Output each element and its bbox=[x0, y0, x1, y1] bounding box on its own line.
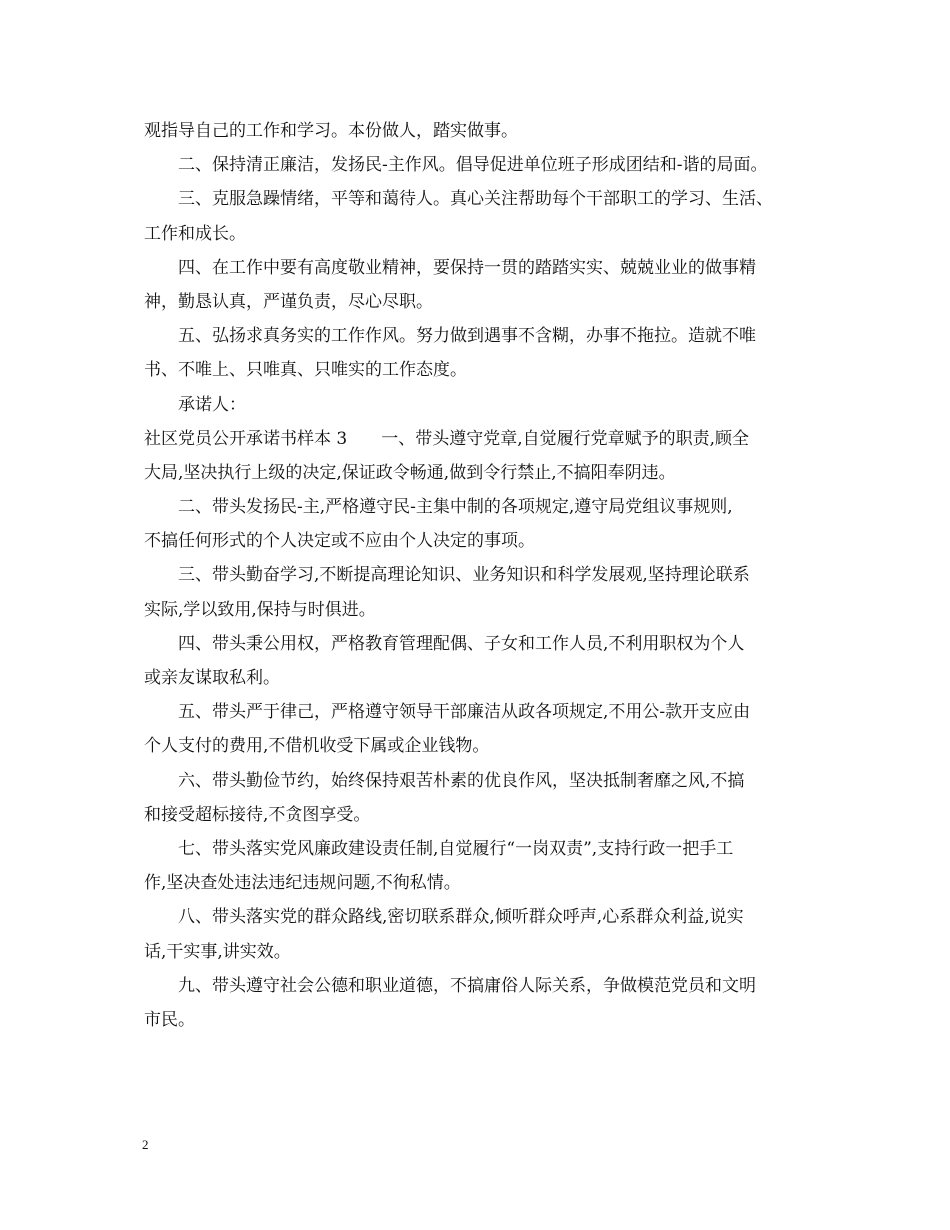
page-number: 2 bbox=[142, 1137, 149, 1152]
paragraph-line: 八、带头落实党的群众路线,密切联系群众,倾听群众呼声,心系群众利益,说实 bbox=[178, 907, 744, 928]
text-line: 神，勤恳认真，严谨负责，尽心尽职。 bbox=[144, 291, 433, 312]
paragraph-line: 六、带头勤俭节约，始终保持艰苦朴素的优良作风，坚决抵制奢靡之风,不搞 bbox=[178, 770, 745, 791]
text-line: 或亲友谋取私利。 bbox=[144, 668, 280, 688]
text-line: 作,坚决查处违法违纪违规问题,不徇私情。 bbox=[144, 873, 461, 894]
text-line: 书、不唯上、只唯真、只唯实的工作态度。 bbox=[144, 360, 467, 381]
signature-label: 承诺人： bbox=[178, 394, 246, 415]
paragraph-line: 二、带头发扬民-主,严格遵守民-主集中制的各项规定,遵守局党组议事规则, bbox=[178, 497, 733, 518]
paragraph-line: 五、弘扬求真务实的工作作风。努力做到遇事不含糊，办事不拖拉。造就不唯 bbox=[178, 326, 756, 347]
text-line: 大局,坚决执行上级的决定,保证政令畅通,做到令行禁止,不搞阳奉阴违。 bbox=[144, 462, 676, 483]
paragraph-line: 三、克服急躁情绪，平等和蔼待人。真心关注帮助每个干部职工的学习、生活、 bbox=[178, 189, 773, 210]
text-line: 话,干实事,讲实效。 bbox=[144, 941, 291, 962]
text-line: 和接受超标接待,不贪图享受。 bbox=[144, 804, 371, 825]
paragraph-line: 五、带头严于律己，严格遵守领导干部廉洁从政各项规定,不用公-款开支应由 bbox=[178, 702, 751, 723]
text-line: 一、带头遵守党章,自觉履行党章赋予的职责,顾全 bbox=[381, 428, 750, 449]
text-line: 个人支付的费用,不借机收受下属或企业钱物。 bbox=[144, 736, 490, 757]
paragraph-line: 四、带头秉公用权，严格教育管理配偶、子女和工作人员,不利用职权为个人 bbox=[178, 633, 745, 654]
text-line: 工作和成长。 bbox=[144, 223, 246, 244]
paragraph-line: 三、带头勤奋学习,不断提高理论知识、业务知识和科学发展观,坚持理论联系 bbox=[178, 565, 750, 586]
paragraph-line: 二、保持清正廉洁，发扬民-主作风。倡导促进单位班子形成团结和-谐的局面。 bbox=[178, 155, 768, 176]
text-line: 不搞任何形式的个人决定或不应由个人决定的事项。 bbox=[144, 531, 535, 552]
document-body bbox=[144, 114, 824, 1037]
paragraph-line: 九、带头遵守社会公德和职业道德，不搞庸俗人际关系，争做模范党员和文明 bbox=[178, 975, 756, 996]
paragraph-line: 七、带头落实党风廉政建设责任制,自觉履行“一岗双责”,支持行政一把手工 bbox=[178, 838, 734, 859]
paragraph-line: 四、在工作中要有高度敬业精神，要保持一贯的踏踏实实、兢兢业业的做事精 bbox=[178, 257, 756, 278]
section-title: 社区党员公开承诺书样本 3 bbox=[144, 428, 348, 449]
text-line: 市民。 bbox=[144, 1009, 195, 1030]
text-line: 观指导自己的工作和学习。本份做人，踏实做事。 bbox=[144, 121, 518, 141]
section-heading-line bbox=[144, 422, 824, 456]
text-line: 实际,学以致用,保持与时俱进。 bbox=[144, 599, 376, 620]
